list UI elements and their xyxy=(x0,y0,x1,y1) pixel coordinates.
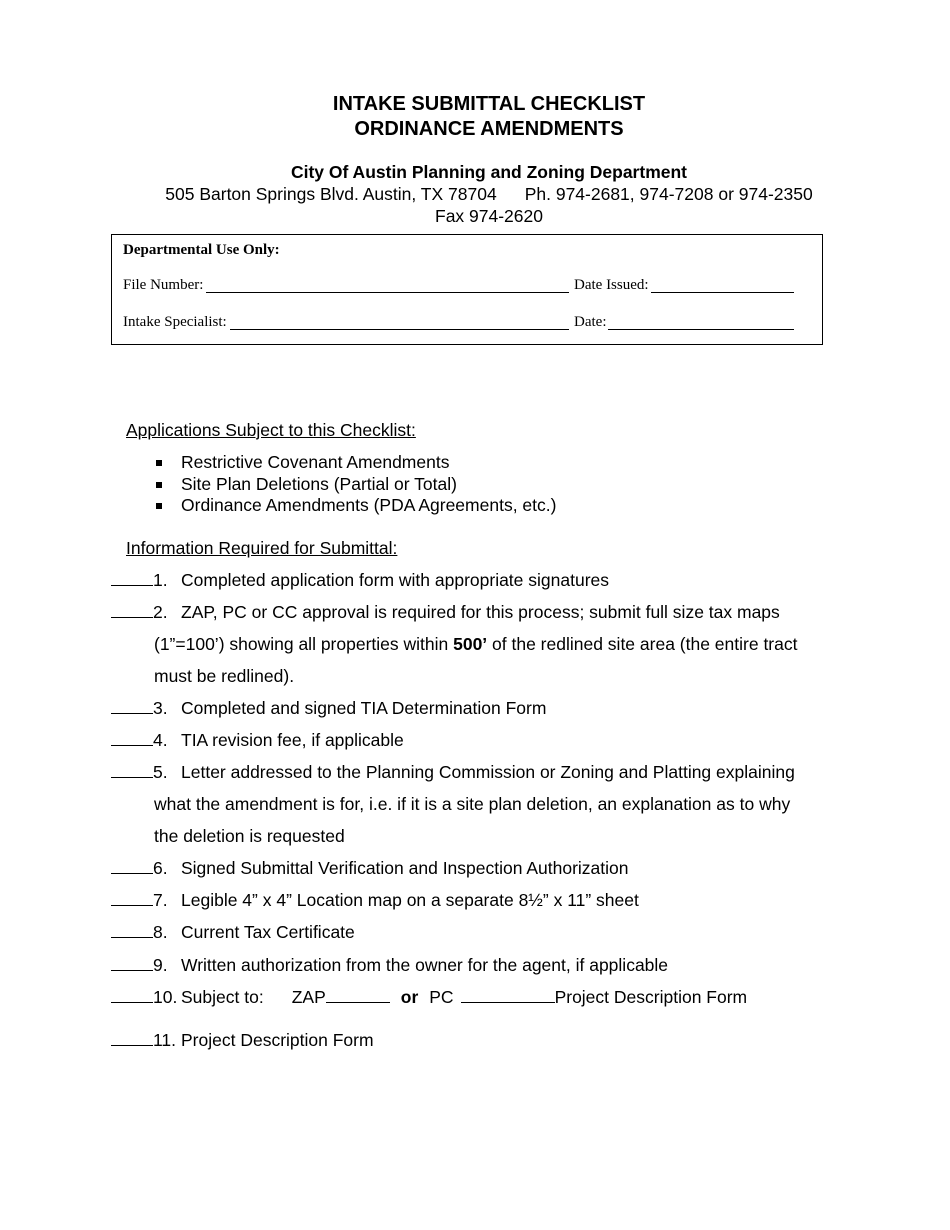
pc-blank[interactable] xyxy=(461,988,555,1003)
checklist-item-4: 4. TIA revision fee, if applicable xyxy=(111,730,404,751)
checklist-item-1: 1. Completed application form with appropriate signatures xyxy=(111,570,609,591)
department-name: City Of Austin Planning and Zoning Department xyxy=(290,162,687,182)
zap-blank[interactable] xyxy=(326,988,390,1003)
check-blank[interactable] xyxy=(111,859,153,874)
checklist-item-8: 8. Current Tax Certificate xyxy=(111,922,355,943)
intake-specialist-label: Intake Specialist: xyxy=(123,314,227,330)
check-blank[interactable] xyxy=(111,699,153,714)
checklist-item-11: 11. Project Description Form xyxy=(111,1030,374,1051)
list-item: Site Plan Deletions (Partial or Total) xyxy=(156,474,556,496)
submittal-heading: Information Required for Submittal: xyxy=(126,538,398,558)
checklist-item-5: 5. Letter addressed to the Planning Commission or Zoning and Platting explaining xyxy=(111,762,795,783)
phone: Ph. 974-2681, 974-7208 or 974-2350 xyxy=(524,184,813,204)
check-blank[interactable] xyxy=(111,1031,153,1046)
departmental-use-box xyxy=(111,234,823,345)
date-label: Date: xyxy=(574,314,607,330)
check-blank[interactable] xyxy=(111,891,153,906)
file-number-field[interactable] xyxy=(206,292,569,293)
date-field[interactable] xyxy=(608,329,794,330)
check-blank[interactable] xyxy=(111,923,153,938)
applications-heading: Applications Subject to this Checklist: xyxy=(126,420,416,440)
checklist-item-7: 7. Legible 4” x 4” Location map on a separate 8½” x 11” sheet xyxy=(111,890,639,911)
check-blank[interactable] xyxy=(111,988,153,1003)
checklist-item-5-line3: the deletion is requested xyxy=(154,826,345,846)
checklist-item-3: 3. Completed and signed TIA Determination Form xyxy=(111,698,546,719)
check-blank[interactable] xyxy=(111,571,153,586)
applications-list xyxy=(156,452,556,517)
file-number-label: File Number: xyxy=(123,277,204,293)
checklist-item-9: 9. Written authorization from the owner for the agent, if applicable xyxy=(111,955,668,976)
contact-line xyxy=(0,184,950,205)
fax: Fax 974-2620 xyxy=(435,206,543,226)
list-item: Ordinance Amendments (PDA Agreements, etc.) xyxy=(156,495,556,517)
list-item: Restrictive Covenant Amendments xyxy=(156,452,556,474)
check-blank[interactable] xyxy=(111,731,153,746)
checklist-item-2-line2: (1”=100’) showing all properties within 500’ of the redlined site area (the entire tract xyxy=(154,634,798,654)
check-blank[interactable] xyxy=(111,603,153,618)
date-issued-label: Date Issued: xyxy=(574,277,649,293)
checklist-item-5-line2: what the amendment is for, i.e. if it is a site plan deletion, an explanation as to why xyxy=(154,794,791,814)
checklist-item-6: 6. Signed Submittal Verification and Inspection Authorization xyxy=(111,858,629,879)
departmental-use-heading: Departmental Use Only: xyxy=(123,242,280,258)
intake-specialist-field[interactable] xyxy=(230,329,569,330)
checklist-item-10: 10. Subject to: ZAP or PC Project Description Form xyxy=(111,987,747,1008)
bullet-icon xyxy=(156,460,162,466)
bullet-icon xyxy=(156,503,162,509)
document-subtitle: ORDINANCE AMENDMENTS xyxy=(354,118,624,140)
address: 505 Barton Springs Blvd. Austin, TX 78704 xyxy=(165,184,497,204)
bullet-icon xyxy=(156,482,162,488)
document-title: INTAKE SUBMITTAL CHECKLIST xyxy=(332,93,646,115)
check-blank[interactable] xyxy=(111,763,153,778)
checklist-item-2-line3: must be redlined). xyxy=(154,666,295,686)
checklist-item-2: 2. ZAP, PC or CC approval is required for this process; submit full size tax maps xyxy=(111,602,780,623)
check-blank[interactable] xyxy=(111,956,153,971)
date-issued-field[interactable] xyxy=(651,292,794,293)
